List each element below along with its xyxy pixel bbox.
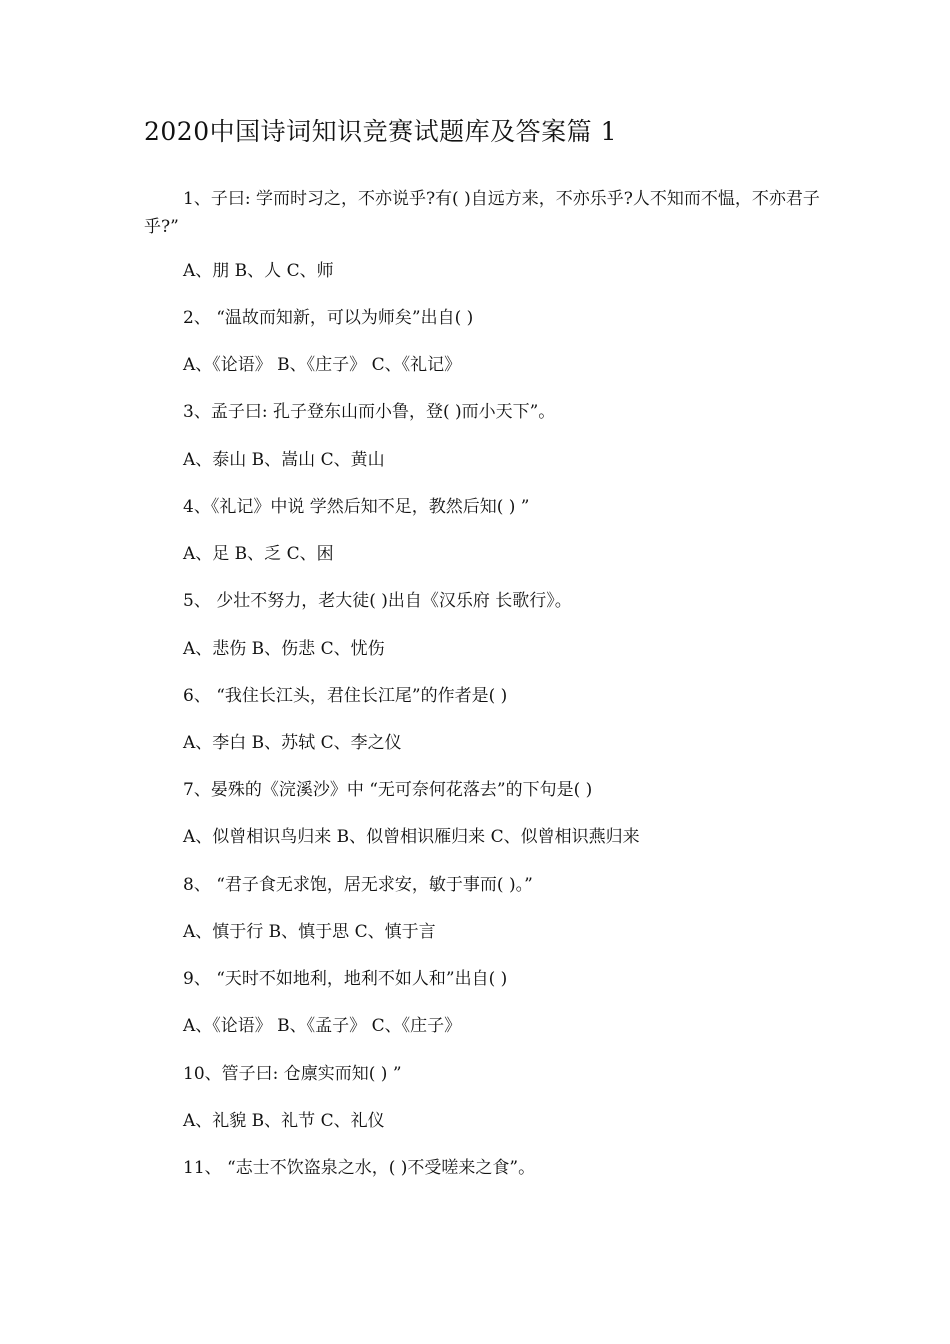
question-2: 2、 “温故而知新，可以为师矣”出自( ) — [183, 308, 474, 328]
question-6: 6、 “我住长江头，君住长江尾”的作者是( ) — [183, 686, 508, 706]
question-10: 10、管子曰: 仓廪实而知( ) ” — [183, 1064, 402, 1084]
question-4: 4、《礼记》中说 学然后知不足，教然后知( ) ” — [183, 497, 530, 517]
answer-options-9: A、《论语》 B、《孟子》 C、《庄子》 — [183, 1016, 462, 1036]
answer-options-8: A、慎于行 B、慎于思 C、慎于言 — [183, 922, 436, 942]
answer-options-1: A、朋 B、人 C、师 — [183, 261, 334, 281]
answer-options-6: A、李白 B、苏轼 C、李之仪 — [183, 733, 402, 753]
answer-options-7: A、似曾相识鸟归来 B、似曾相识雁归来 C、似曾相识燕归来 — [183, 827, 640, 847]
answer-options-2: A、《论语》 B、《庄子》 C、《礼记》 — [183, 355, 462, 375]
answer-options-5: A、悲伤 B、伤悲 C、忧伤 — [183, 639, 385, 659]
question-3: 3、孟子曰: 孔子登东山而小鲁，登( )而小天下”。 — [183, 402, 556, 422]
question-5: 5、 少壮不努力，老大徒( )出自《汉乐府 长歌行》。 — [183, 591, 572, 611]
question-9: 9、 “天时不如地利，地利不如人和”出自( ) — [183, 969, 508, 989]
question-11: 11、 “志士不饮盗泉之水，( )不受嗟来之食”。 — [183, 1158, 536, 1178]
question-1: 1、子曰: 学而时习之，不亦说乎?有( )自远方来，不亦乐乎?人不知而不愠，不亦君子乎?” — [144, 189, 820, 237]
question-8: 8、 “君子食无求饱，居无求安，敏于事而( )。” — [183, 875, 533, 895]
answer-options-3: A、泰山 B、嵩山 C、黄山 — [183, 450, 385, 470]
question-7: 7、晏殊的《浣溪沙》中 “无可奈何花落去”的下句是( ) — [183, 780, 593, 800]
answer-options-4: A、足 B、乏 C、困 — [183, 544, 334, 564]
document-title: 2020中国诗词知识竞赛试题库及答案篇 1 — [144, 117, 617, 146]
answer-options-10: A、礼貌 B、礼节 C、礼仪 — [183, 1111, 385, 1131]
